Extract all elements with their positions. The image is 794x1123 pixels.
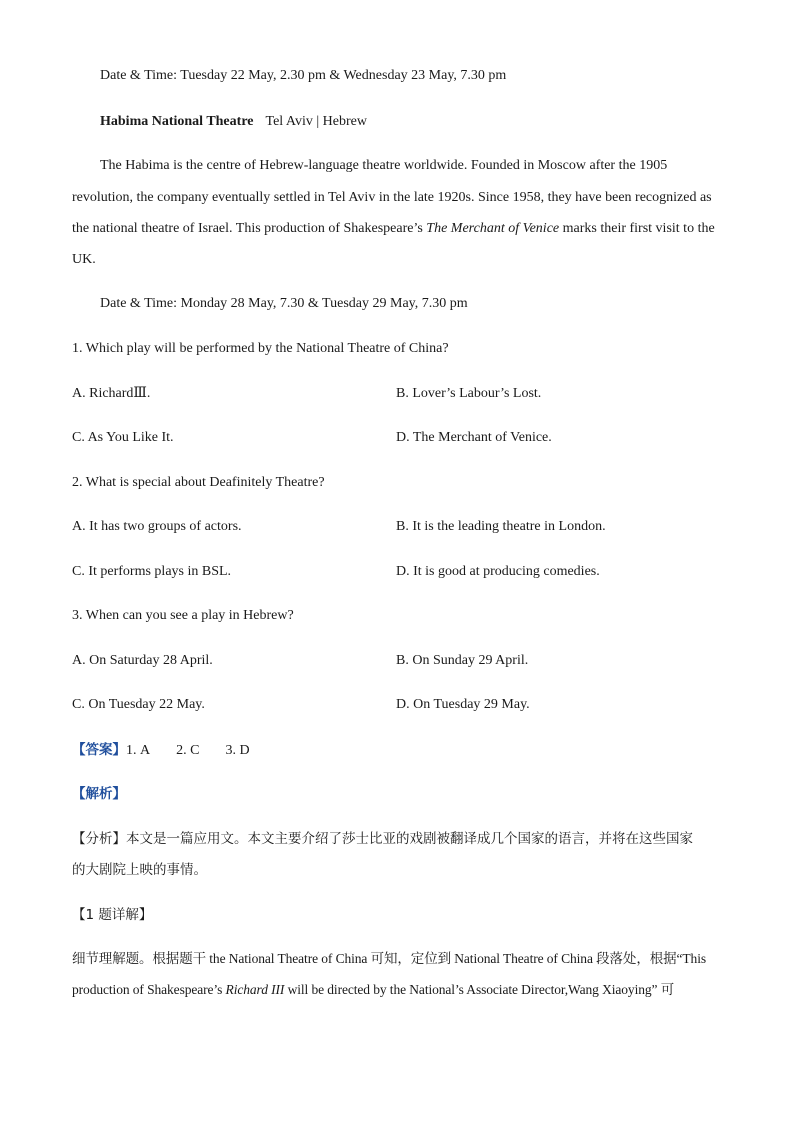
option-d: D. The Merchant of Venice. [396,430,552,445]
theatre-name: Habima National Theatre [100,114,254,129]
option-b: B. Lover’s Labour’s Lost. [396,386,542,401]
option-b: B. On Sunday 29 April. [396,653,529,668]
question-stem: 3. When can you see a play in Hebrew? [72,608,294,623]
paragraph-line [72,220,715,238]
paragraph-text: the national theatre of Israel. This production of Shakespeare’s [72,221,427,236]
answer-label: 【答案】 [72,742,126,758]
option-a: A. RichardⅢ. [72,386,151,401]
option-d: D. It is good at producing comedies. [396,564,600,579]
paragraph-line: The Habima is the centre of Hebrew-language theatre worldwide. Founded in Moscow after the 1905 [100,158,668,173]
option-c: C. On Tuesday 22 May. [72,697,205,712]
answer-item: 2. C [176,743,200,758]
theatre-meta: Tel Aviv | Hebrew [265,114,367,129]
summary-line [72,830,693,848]
date-time-line: Date & Time: Tuesday 22 May, 2.30 pm & Wednesday 23 May, 7.30 pm [100,68,507,83]
detail-line [72,981,674,999]
option-b: B. It is the leading theatre in London. [396,519,606,534]
summary-line: 的大剧院上映的事情。 [72,862,207,878]
answer-line [72,741,250,760]
detail-line: 细节理解题。根据题干 the National Theatre of China 可知，定位到 National Theatre of China 段落处，根据“This [72,951,707,966]
question-stem: 2. What is special about Deafinitely Theatre? [72,475,325,490]
option-c: C. As You Like It. [72,430,174,445]
detail-text: will be directed by the National’s Associate Director,Wang Xiaoying” 可 [284,982,675,997]
option-d: D. On Tuesday 29 May. [396,697,530,712]
detail-text: production of Shakespeare’s [72,982,226,997]
summary-label: 【分析】 [72,831,126,847]
option-a: A. On Saturday 28 April. [72,653,213,668]
answer-item: 3. D [225,743,250,758]
analysis-label: 【解析】 [72,786,126,802]
play-title: Richard III [225,982,285,997]
theatre-heading [100,113,367,131]
play-title: The Merchant of Venice [426,221,560,236]
summary-text: 本文是一篇应用文。本文主要介绍了莎士比亚的戏剧被翻译成几个国家的语言，并将在这些国家 [126,831,693,847]
detail-label: 【1 题详解】 [72,907,153,923]
paragraph-line: UK. [72,252,96,267]
question-stem: 1. Which play will be performed by the National Theatre of China? [72,341,449,356]
option-c: C. It performs plays in BSL. [72,564,232,579]
date-time-line: Date & Time: Monday 28 May, 7.30 & Tuesday 29 May, 7.30 pm [100,296,468,311]
paragraph-line: revolution, the company eventually settled in Tel Aviv in the late 1920s. Since 1958, they have been recognized as [72,190,712,205]
answer-item: 1. A [126,743,151,758]
paragraph-text: marks their first visit to the [559,221,715,236]
option-a: A. It has two groups of actors. [72,519,242,534]
